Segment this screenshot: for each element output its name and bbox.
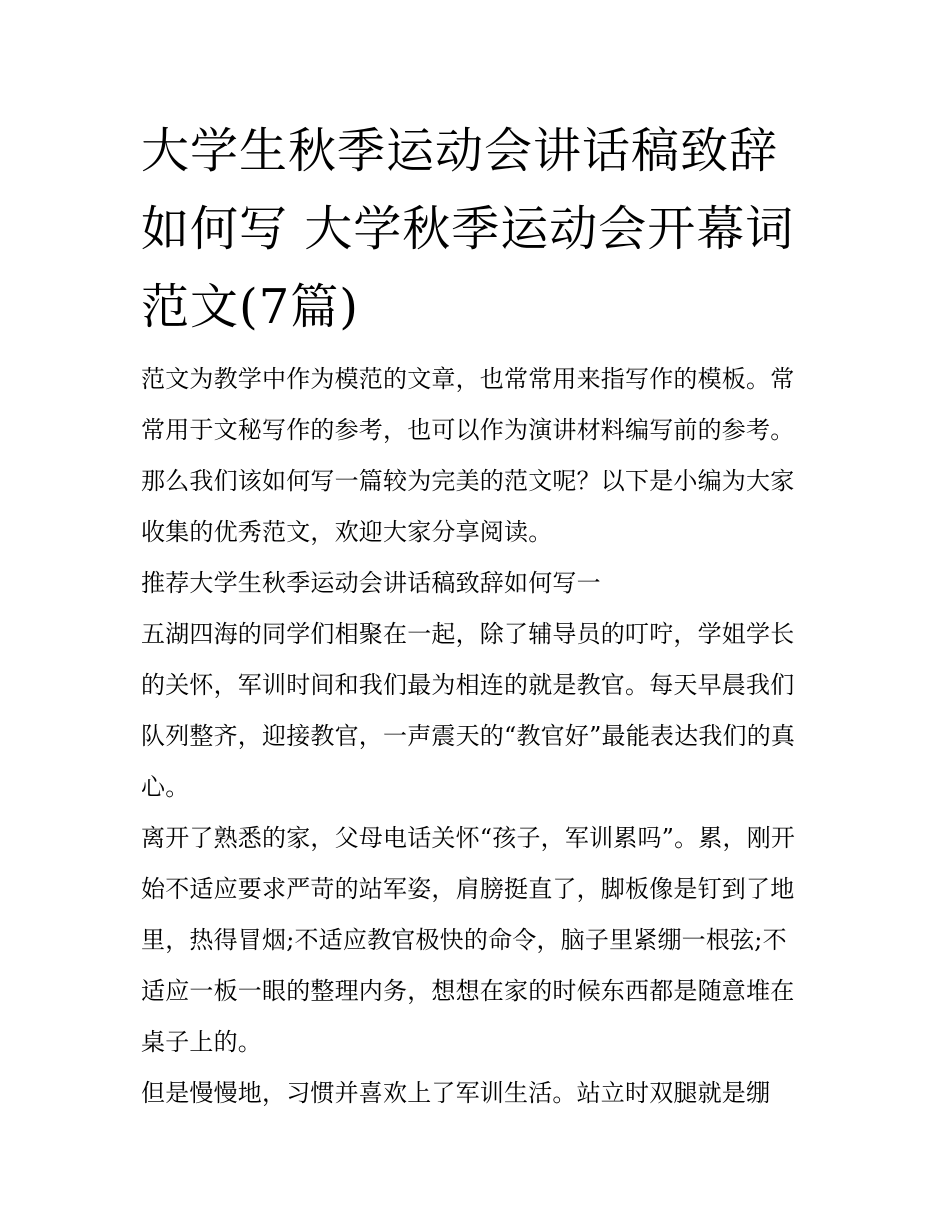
document-title: 大学生秋季运动会讲话稿致辞如何写 大学秋季运动会开幕词范文(7篇) [141,123,795,335]
document-body [141,354,821,1119]
body-line: 适应一板一眼的整理内务，想想在家的时候东西都是随意堆在 [141,977,795,1005]
body-line: 范文为教学中作为模范的文章，也常常用来指写作的模板。常 [141,365,795,393]
body-line: 收集的优秀范文，欢迎大家分享阅读。 [141,518,553,546]
body-line: 常用于文秘写作的参考，也可以作为演讲材料编写前的参考。 [141,416,795,444]
body-line: 离开了熟悉的家，父母电话关怀“孩子，军训累吗”。累，刚开 [141,824,796,852]
section-heading: 推荐大学生秋季运动会讲话稿致辞如何写一 [141,569,601,597]
body-line: 始不适应要求严苛的站军姿，肩膀挺直了，脚板像是钉到了地 [141,875,795,903]
body-line: 那么我们该如何写一篇较为完美的范文呢？以下是小编为大家 [141,467,795,495]
body-line: 桌子上的。 [141,1028,262,1056]
body-line: 五湖四海的同学们相聚在一起，除了辅导员的叮咛，学姐学长 [141,620,795,648]
body-line: 队列整齐，迎接教官，一声震天的“教官好”最能表达我们的真 [141,722,796,750]
body-line: 里，热得冒烟;不适应教官极快的命令，脑子里紧绷一根弦;不 [141,926,787,954]
body-line: 但是慢慢地，习惯并喜欢上了军训生活。站立时双腿就是绷 [141,1079,771,1107]
body-line: 心。 [141,773,190,801]
body-line: 的关怀，军训时间和我们最为相连的就是教官。每天早晨我们 [141,671,795,699]
